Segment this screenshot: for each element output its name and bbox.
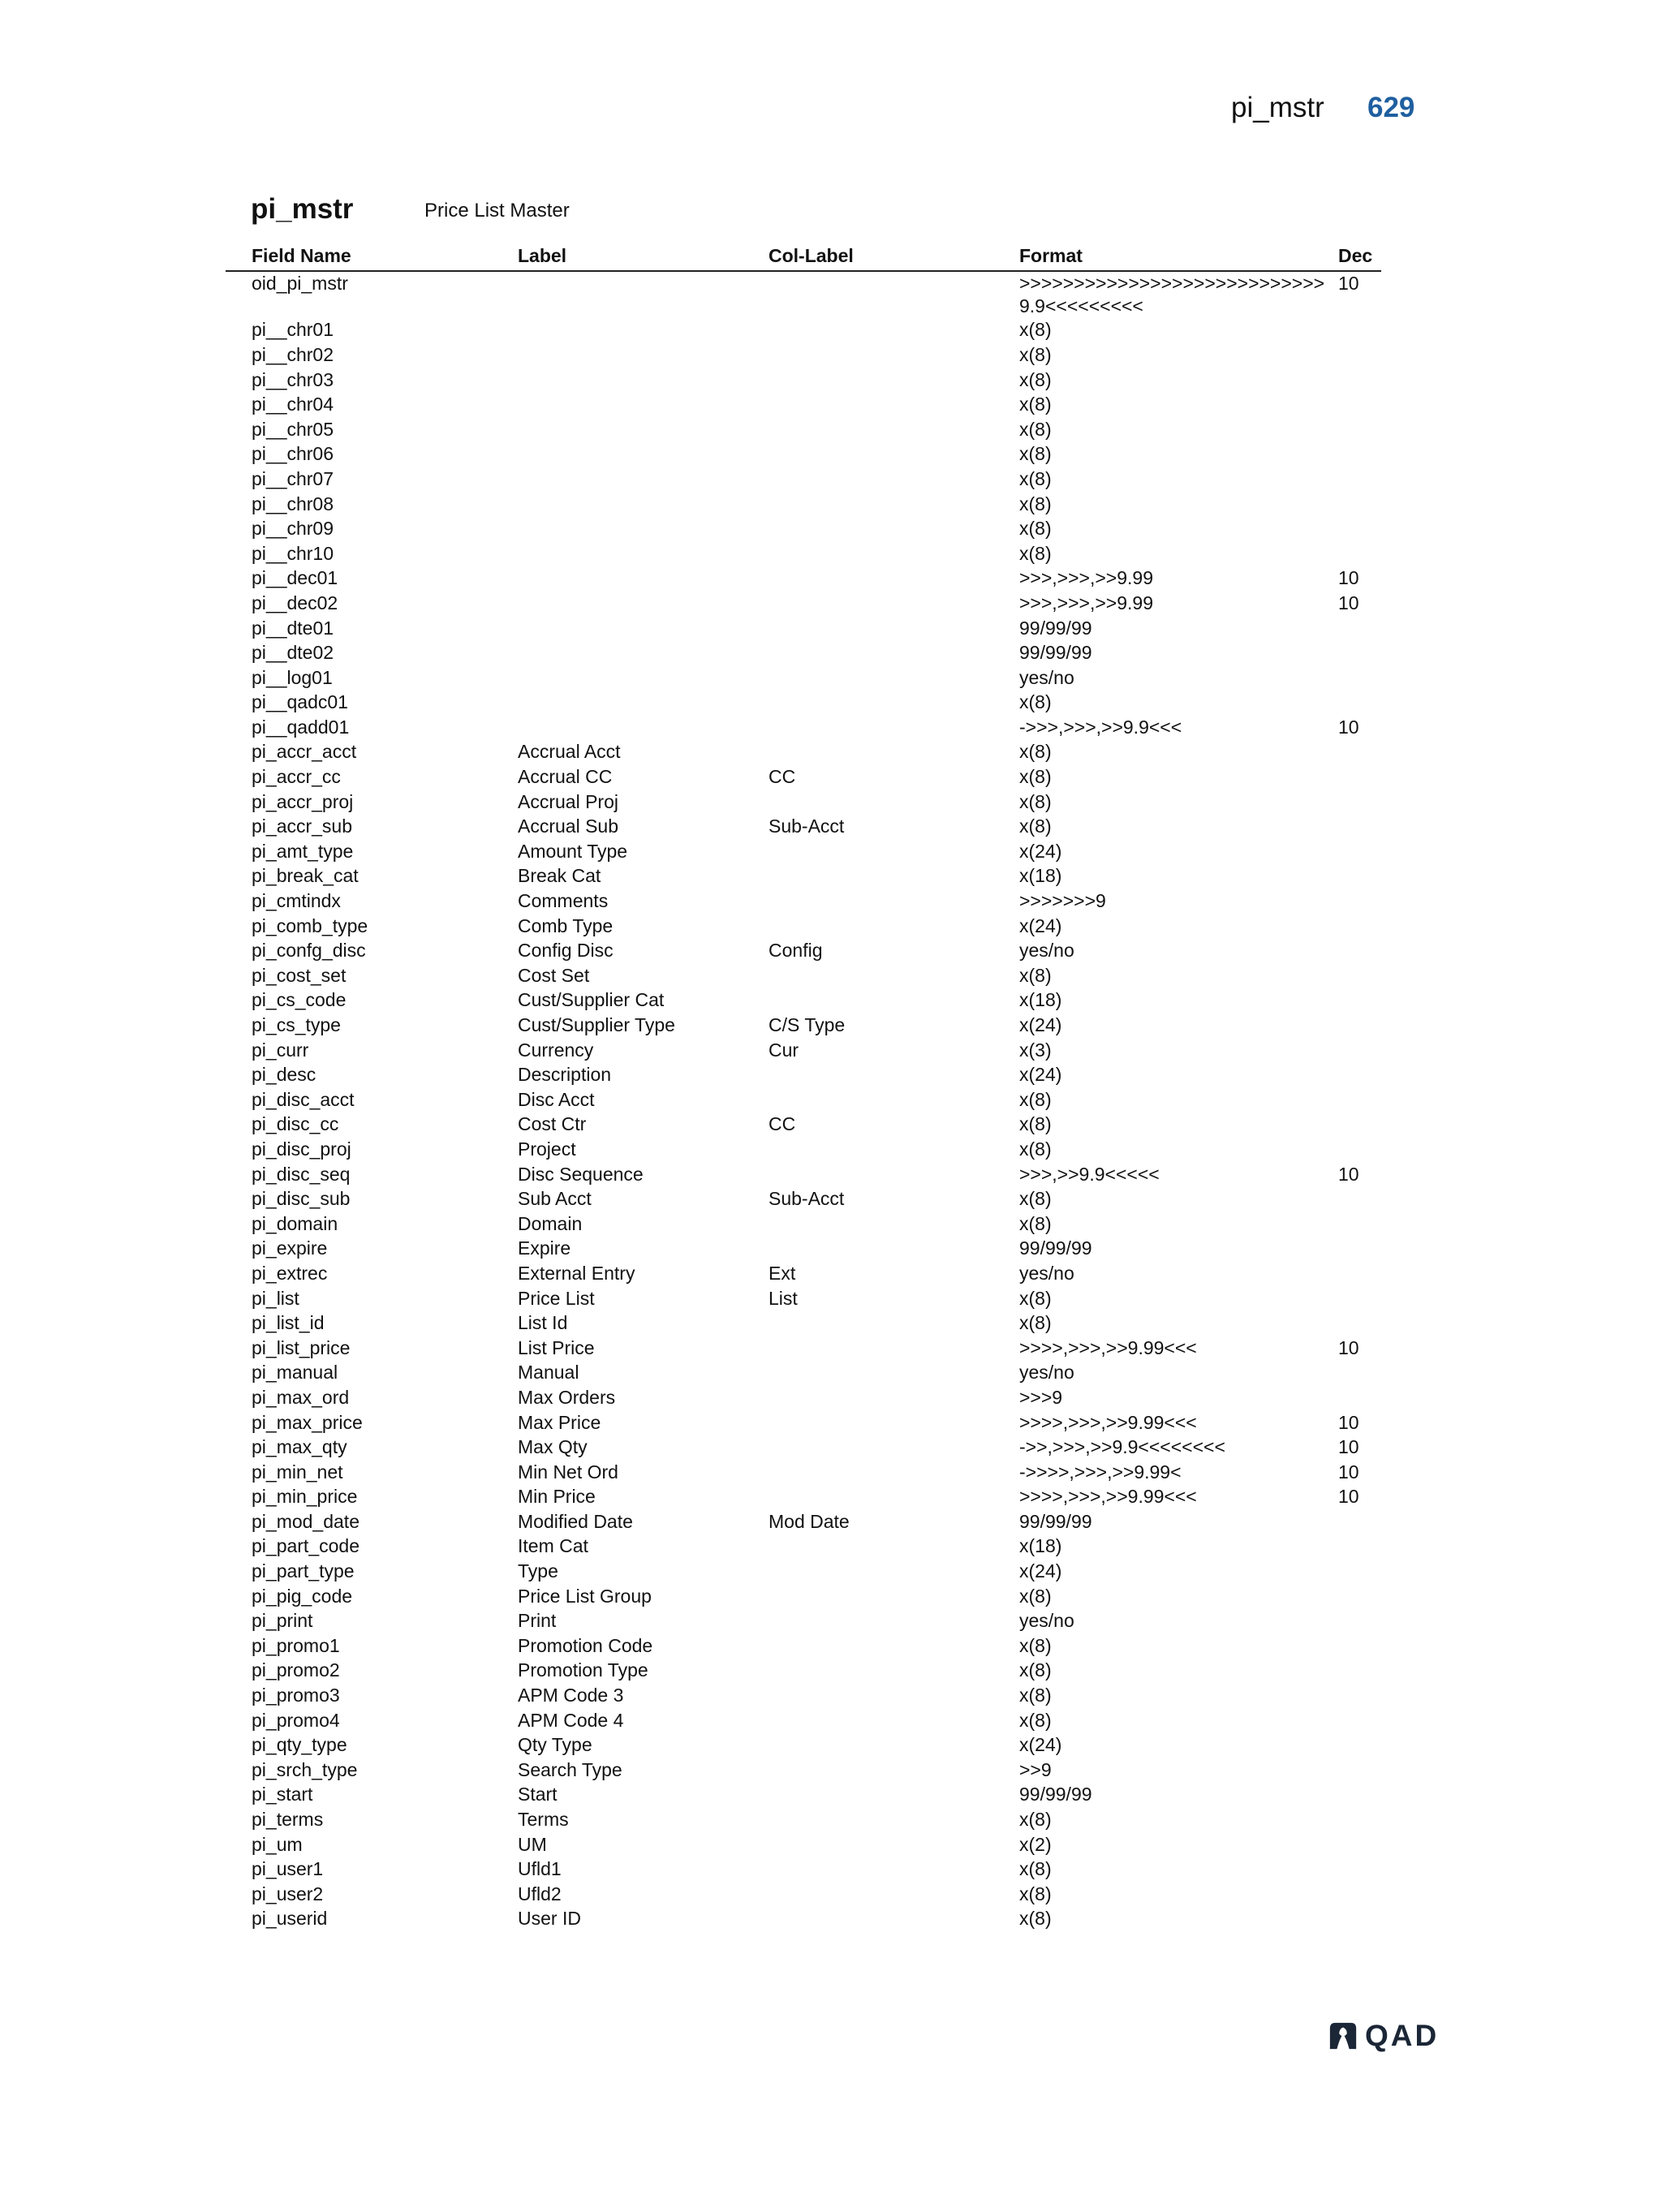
table-row [226, 716, 1381, 741]
header-col-label: Col-Label [769, 245, 854, 266]
cell-field-name: pi_domain [252, 1212, 338, 1234]
table-row [226, 641, 1381, 666]
table-row [226, 1783, 1381, 1808]
table-row [226, 1163, 1381, 1188]
cell-format: x(8) [1019, 964, 1052, 986]
cell-field-name: pi__chr10 [252, 542, 334, 564]
cell-col-label: C/S Type [769, 1014, 846, 1036]
cell-field-name: pi_srch_type [252, 1758, 358, 1780]
cell-label: Amount Type [518, 840, 628, 862]
cell-format: x(8) [1019, 343, 1052, 365]
cell-format: x(8) [1019, 1585, 1052, 1607]
cell-format: >>>>>>>>>>>>>>>>>>>>>>>>>>>>9.9<<<<<<<<< [1019, 273, 1325, 316]
cell-format: x(8) [1019, 691, 1052, 713]
cell-label: Promotion Type [518, 1659, 648, 1681]
cell-label: Search Type [518, 1758, 622, 1780]
cell-format: x(8) [1019, 1634, 1052, 1656]
cell-col-label: Sub-Acct [769, 1188, 845, 1210]
qad-logo [1328, 2020, 1439, 2052]
cell-format: >>9 [1019, 1758, 1052, 1780]
cell-field-name: pi_userid [252, 1908, 328, 1930]
cell-format: x(8) [1019, 319, 1052, 341]
cell-field-name: pi_list_id [252, 1312, 325, 1334]
cell-field-name: pi_extrec [252, 1262, 328, 1284]
table-row [226, 368, 1381, 394]
cell-format: x(2) [1019, 1833, 1052, 1855]
table-row [226, 790, 1381, 816]
cell-label: Price List Group [518, 1585, 652, 1607]
cell-dec: 10 [1338, 716, 1359, 738]
header-field-name: Field Name [252, 245, 351, 266]
cell-dec: 10 [1338, 1336, 1359, 1358]
cell-dec: 10 [1338, 1436, 1359, 1458]
table-row [226, 467, 1381, 493]
table-header-row [226, 239, 1381, 272]
cell-field-name: pi_curr [252, 1039, 309, 1061]
cell-label: UM [518, 1833, 547, 1855]
cell-format: x(8) [1019, 816, 1052, 837]
table-row [226, 840, 1381, 865]
cell-format: x(8) [1019, 741, 1052, 763]
cell-format: x(8) [1019, 518, 1052, 540]
cell-label: Manual [518, 1362, 579, 1384]
table-row [226, 988, 1381, 1013]
cell-field-name: pi_cs_type [252, 1014, 341, 1036]
cell-label: Expire [518, 1237, 571, 1259]
cell-label: Min Price [518, 1486, 596, 1508]
cell-dec: 10 [1338, 273, 1359, 294]
table-row [226, 1808, 1381, 1833]
header-label: Label [518, 245, 567, 266]
cell-field-name: pi_disc_sub [252, 1188, 351, 1210]
table-row [226, 418, 1381, 443]
cell-label: Accrual Sub [518, 816, 619, 837]
table-row [226, 1857, 1381, 1883]
cell-col-label: Config [769, 940, 823, 962]
cell-label: User ID [518, 1908, 581, 1930]
cell-field-name: pi_accr_acct [252, 741, 357, 763]
cell-format: >>>>,>>>,>>9.99<<< [1019, 1411, 1197, 1433]
cell-format: x(8) [1019, 1709, 1052, 1731]
table-name: pi_mstr [251, 193, 354, 225]
cell-col-label: CC [769, 1113, 796, 1135]
cell-field-name: pi_user1 [252, 1858, 324, 1880]
cell-label: Price List [518, 1287, 595, 1309]
cell-field-name: pi_start [252, 1784, 313, 1805]
cell-format: x(8) [1019, 1113, 1052, 1135]
cell-format: yes/no [1019, 1262, 1074, 1284]
cell-format: >>>9 [1019, 1386, 1063, 1408]
table-row [226, 1733, 1381, 1758]
header-dec: Dec [1338, 245, 1373, 266]
table-row [226, 1907, 1381, 1932]
cell-field-name: pi__chr01 [252, 319, 334, 341]
cell-field-name: pi_part_code [252, 1535, 360, 1557]
table-row [226, 566, 1381, 592]
table-row [226, 964, 1381, 989]
cell-field-name: pi_desc [252, 1064, 316, 1086]
cell-format: x(8) [1019, 1088, 1052, 1110]
cell-field-name: pi_list [252, 1287, 299, 1309]
cell-dec: 10 [1338, 567, 1359, 589]
cell-format: x(8) [1019, 394, 1052, 415]
cell-dec: 10 [1338, 592, 1359, 613]
table-row [226, 939, 1381, 964]
table-row [226, 1212, 1381, 1237]
table-row [226, 1311, 1381, 1336]
cell-format: x(8) [1019, 1685, 1052, 1706]
cell-field-name: pi__qadd01 [252, 716, 350, 738]
cell-label: Print [518, 1610, 557, 1632]
cell-label: Max Price [518, 1411, 601, 1433]
cell-label: Max Orders [518, 1386, 616, 1408]
cell-format: 99/99/99 [1019, 1237, 1092, 1259]
table-row [226, 1138, 1381, 1163]
cell-format: x(8) [1019, 1188, 1052, 1210]
cell-format: x(18) [1019, 989, 1062, 1011]
cell-format: x(24) [1019, 840, 1062, 862]
cell-format: x(8) [1019, 467, 1052, 489]
table-row [226, 1833, 1381, 1858]
table-row [226, 765, 1381, 790]
cell-format: yes/no [1019, 666, 1074, 688]
cell-label: Ufld1 [518, 1858, 562, 1880]
cell-col-label: Cur [769, 1039, 799, 1061]
cell-field-name: pi_accr_proj [252, 790, 354, 812]
cell-format: x(18) [1019, 1535, 1062, 1557]
cell-format: x(3) [1019, 1039, 1052, 1061]
cell-col-label: CC [769, 766, 796, 788]
cell-label: Terms [518, 1809, 569, 1831]
cell-field-name: pi_cost_set [252, 964, 347, 986]
cell-field-name: pi_manual [252, 1362, 338, 1384]
cell-format: x(8) [1019, 766, 1052, 788]
cell-col-label: Mod Date [769, 1510, 850, 1532]
table-row [226, 1088, 1381, 1113]
cell-field-name: pi_break_cat [252, 865, 359, 887]
cell-field-name: pi_max_ord [252, 1386, 350, 1408]
cell-field-name: pi_disc_acct [252, 1088, 355, 1110]
cell-format: ->>,>>>,>>9.9<<<<<<<< [1019, 1436, 1225, 1458]
cell-field-name: pi_cs_code [252, 989, 347, 1011]
cell-format: x(8) [1019, 790, 1052, 812]
cell-label: Accrual Proj [518, 790, 618, 812]
header-format: Format [1019, 245, 1083, 266]
cell-label: Qty Type [518, 1734, 592, 1756]
cell-label: Break Cat [518, 865, 601, 887]
cell-col-label: List [769, 1287, 798, 1309]
table-row [226, 343, 1381, 368]
cell-field-name: pi_mod_date [252, 1510, 360, 1532]
cell-format: >>>,>>>,>>9.99 [1019, 567, 1153, 589]
cell-label: APM Code 3 [518, 1685, 624, 1706]
cell-format: yes/no [1019, 1362, 1074, 1384]
cell-format: x(8) [1019, 542, 1052, 564]
cell-field-name: pi_promo4 [252, 1709, 340, 1731]
cell-field-name: pi_promo3 [252, 1685, 340, 1706]
cell-format: x(8) [1019, 1212, 1052, 1234]
cell-label: Disc Acct [518, 1088, 595, 1110]
cell-field-name: oid_pi_mstr [252, 273, 348, 294]
cell-format: >>>,>>9.9<<<<< [1019, 1163, 1160, 1185]
cell-field-name: pi__chr03 [252, 368, 334, 390]
cell-format: x(8) [1019, 368, 1052, 390]
cell-format: x(8) [1019, 1908, 1052, 1930]
cell-format: x(24) [1019, 914, 1062, 936]
table-row [226, 1063, 1381, 1088]
cell-field-name: pi_accr_sub [252, 816, 353, 837]
page-number: 629 [1367, 92, 1415, 123]
cell-field-name: pi__qadc01 [252, 691, 348, 713]
cell-format: ->>>,>>>,>>9.9<<< [1019, 716, 1182, 738]
cell-label: Promotion Code [518, 1634, 653, 1656]
qad-logo-icon [1328, 2020, 1358, 2051]
table-row [226, 1187, 1381, 1212]
table-row [226, 1758, 1381, 1784]
cell-field-name: pi_qty_type [252, 1734, 347, 1756]
cell-format: x(8) [1019, 1809, 1052, 1831]
cell-format: >>>>,>>>,>>9.99<<< [1019, 1336, 1197, 1358]
cell-format: >>>>>>>9 [1019, 890, 1106, 912]
cell-format: x(8) [1019, 1883, 1052, 1904]
cell-field-name: pi_promo2 [252, 1659, 340, 1681]
cell-field-name: pi_part_type [252, 1560, 355, 1582]
table-row [226, 1013, 1381, 1039]
cell-label: Min Net Ord [518, 1461, 618, 1483]
cell-field-name: pi__chr02 [252, 343, 334, 365]
cell-label: Domain [518, 1212, 583, 1234]
cell-field-name: pi__chr07 [252, 467, 334, 489]
table-row [226, 864, 1381, 889]
cell-label: Project [518, 1138, 576, 1160]
table-row [226, 542, 1381, 567]
table-row [226, 1287, 1381, 1312]
table-body [226, 272, 1381, 1932]
cell-label: List Price [518, 1336, 595, 1358]
cell-format: 99/99/99 [1019, 1510, 1092, 1532]
table-row [226, 1262, 1381, 1287]
cell-field-name: pi_comb_type [252, 914, 368, 936]
cell-format: ->>>>,>>>,>>9.99< [1019, 1461, 1182, 1483]
cell-field-name: pi__dec01 [252, 567, 338, 589]
table-row [226, 666, 1381, 691]
table-row [226, 691, 1381, 716]
table-row [226, 1237, 1381, 1262]
cell-label: Description [518, 1064, 612, 1086]
cell-label: Cust/Supplier Type [518, 1014, 675, 1036]
cell-field-name: pi_max_qty [252, 1436, 347, 1458]
cell-format: x(8) [1019, 443, 1052, 465]
table-row [226, 1112, 1381, 1138]
table-row [226, 1709, 1381, 1734]
table-row [226, 1361, 1381, 1386]
cell-label: Type [518, 1560, 558, 1582]
cell-label: Sub Acct [518, 1188, 592, 1210]
table-row [226, 740, 1381, 765]
table-row [226, 1336, 1381, 1362]
table-description: Price List Master [424, 200, 570, 222]
cell-field-name: pi_expire [252, 1237, 328, 1259]
cell-dec: 10 [1338, 1163, 1359, 1185]
cell-field-name: pi__dec02 [252, 592, 338, 613]
table-row [226, 1435, 1381, 1461]
cell-field-name: pi_min_price [252, 1486, 358, 1508]
cell-label: Modified Date [518, 1510, 633, 1532]
cell-label: External Entry [518, 1262, 635, 1284]
table-row [226, 914, 1381, 940]
cell-label: Item Cat [518, 1535, 588, 1557]
cell-format: x(8) [1019, 1312, 1052, 1334]
cell-dec: 10 [1338, 1411, 1359, 1433]
field-table [226, 239, 1381, 1932]
table-row [226, 815, 1381, 840]
cell-field-name: pi_cmtindx [252, 890, 341, 912]
cell-field-name: pi__log01 [252, 666, 333, 688]
cell-field-name: pi__dte02 [252, 642, 334, 664]
cell-field-name: pi_amt_type [252, 840, 354, 862]
table-row [226, 1560, 1381, 1585]
cell-format: x(8) [1019, 1858, 1052, 1880]
cell-label: Cost Set [518, 964, 590, 986]
table-row [226, 1634, 1381, 1659]
cell-col-label: Ext [769, 1262, 796, 1284]
table-row [226, 1039, 1381, 1064]
cell-format: x(24) [1019, 1064, 1062, 1086]
cell-format: x(24) [1019, 1560, 1062, 1582]
cell-label: Accrual Acct [518, 741, 621, 763]
table-row [226, 517, 1381, 542]
table-row [226, 272, 1381, 318]
cell-format: x(8) [1019, 1287, 1052, 1309]
cell-format: >>>>,>>>,>>9.99<<< [1019, 1486, 1197, 1508]
table-row [226, 889, 1381, 914]
cell-label: Config Disc [518, 940, 614, 962]
table-row [226, 493, 1381, 518]
cell-label: APM Code 4 [518, 1709, 624, 1731]
running-header [0, 88, 1662, 128]
cell-field-name: pi__chr05 [252, 418, 334, 440]
cell-format: x(18) [1019, 865, 1062, 887]
cell-field-name: pi__dte01 [252, 617, 334, 639]
cell-format: x(8) [1019, 493, 1052, 514]
table-row [226, 1461, 1381, 1486]
cell-label: Accrual CC [518, 766, 613, 788]
table-row [226, 318, 1381, 343]
cell-field-name: pi_list_price [252, 1336, 351, 1358]
cell-field-name: pi_confg_disc [252, 940, 366, 962]
cell-dec: 10 [1338, 1486, 1359, 1508]
cell-label: Currency [518, 1039, 594, 1061]
cell-format: 99/99/99 [1019, 642, 1092, 664]
cell-field-name: pi_um [252, 1833, 303, 1855]
cell-label: Cust/Supplier Cat [518, 989, 665, 1011]
table-row [226, 1659, 1381, 1684]
table-row [226, 1411, 1381, 1436]
table-row [226, 1609, 1381, 1634]
cell-field-name: pi__chr08 [252, 493, 334, 514]
cell-format: yes/no [1019, 1610, 1074, 1632]
table-row [226, 1534, 1381, 1560]
cell-field-name: pi_max_price [252, 1411, 363, 1433]
cell-field-name: pi_disc_cc [252, 1113, 339, 1135]
cell-format: x(24) [1019, 1734, 1062, 1756]
cell-field-name: pi_terms [252, 1809, 324, 1831]
cell-field-name: pi_accr_cc [252, 766, 341, 788]
cell-label: Max Qty [518, 1436, 588, 1458]
cell-col-label: Sub-Acct [769, 816, 845, 837]
table-row [226, 1684, 1381, 1709]
table-row [226, 1883, 1381, 1908]
cell-field-name: pi__chr06 [252, 443, 334, 465]
table-row [226, 592, 1381, 617]
table-row [226, 1386, 1381, 1411]
cell-label: Disc Sequence [518, 1163, 644, 1185]
cell-field-name: pi_disc_proj [252, 1138, 351, 1160]
cell-label: Cost Ctr [518, 1113, 587, 1135]
cell-format: x(24) [1019, 1014, 1062, 1036]
table-row [226, 1510, 1381, 1535]
table-row [226, 393, 1381, 418]
cell-format: x(8) [1019, 1138, 1052, 1160]
cell-field-name: pi_pig_code [252, 1585, 353, 1607]
cell-format: yes/no [1019, 940, 1074, 962]
cell-format: >>>,>>>,>>9.99 [1019, 592, 1153, 613]
cell-field-name: pi__chr09 [252, 518, 334, 540]
cell-field-name: pi_print [252, 1610, 313, 1632]
cell-label: List Id [518, 1312, 568, 1334]
cell-format: x(8) [1019, 418, 1052, 440]
table-row [226, 617, 1381, 642]
logo-text: QAD [1365, 2019, 1440, 2052]
cell-format: x(8) [1019, 1659, 1052, 1681]
cell-field-name: pi__chr04 [252, 394, 334, 415]
table-row [226, 1585, 1381, 1610]
cell-label: Comments [518, 890, 609, 912]
table-row [226, 1485, 1381, 1510]
cell-format: 99/99/99 [1019, 617, 1092, 639]
cell-field-name: pi_promo1 [252, 1634, 340, 1656]
running-title: pi_mstr [1231, 92, 1324, 123]
cell-label: Comb Type [518, 914, 614, 936]
cell-format: 99/99/99 [1019, 1784, 1092, 1805]
cell-field-name: pi_user2 [252, 1883, 324, 1904]
cell-field-name: pi_disc_seq [252, 1163, 351, 1185]
table-row [226, 442, 1381, 467]
cell-dec: 10 [1338, 1461, 1359, 1483]
cell-label: Start [518, 1784, 558, 1805]
cell-field-name: pi_min_net [252, 1461, 343, 1483]
cell-label: Ufld2 [518, 1883, 562, 1904]
